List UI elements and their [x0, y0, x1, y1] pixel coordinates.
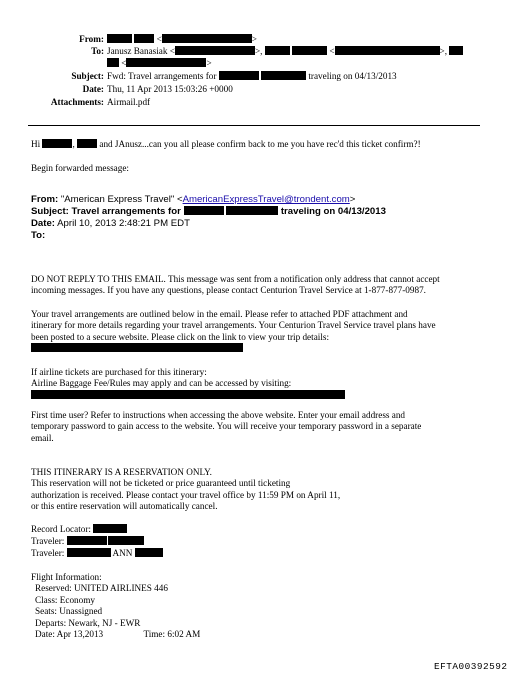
header-subject-value: Fwd: Travel arrangements for traveling on 04/13/2013	[107, 71, 397, 81]
record-locator-line: Record Locator:	[31, 524, 483, 535]
notice-paragraph: DO NOT REPLY TO THIS EMAIL. This message was sent from a notification only address that cannot accept incoming messages. If you have any questions, please contact Centurion Travel Service at 1-877-877-0987.	[31, 274, 440, 296]
redaction	[335, 46, 440, 55]
redaction	[292, 46, 327, 55]
arrangements-paragraph: Your travel arrangements are outlined below in the email. Please refer to attached PDF attachment and itinerary for more details regarding your travel arrangements. Your Centurion Travel Service travel plans have been posted to a secure website. Please click on the link to view your trip details:	[31, 309, 483, 355]
redaction	[126, 58, 206, 67]
header-divider	[28, 125, 480, 126]
flight-info-block	[31, 572, 483, 640]
fwd-from-line: From: "American Express Travel" <AmericanExpressTravel@trondent.com>	[31, 194, 356, 205]
greeting-line: Hi , and JAnusz...can you all please confirm back to me you have rec'd this ticket confirm?!	[31, 139, 421, 149]
redaction	[42, 139, 72, 148]
header-attachments-value[interactable]	[107, 97, 150, 108]
redaction	[135, 548, 163, 557]
header-date-value: Thu, 11 Apr 2013 15:03:26 +0000	[107, 84, 233, 94]
redaction	[77, 139, 97, 148]
document-id: EFTA00392592	[434, 661, 508, 672]
header-to-value-cont: < >	[107, 58, 212, 69]
flight-seats: Seats: Unassigned	[35, 606, 103, 617]
redaction	[261, 71, 306, 80]
first-time-user-paragraph: First time user? Refer to instructions when accessing the above website. Enter your email address and temporary password to gain access to the website. You will receive your temporary password in a separate email.	[31, 410, 422, 443]
header-subject-label: Subject:	[71, 71, 104, 81]
traveler-line-2: Traveler: ANN	[31, 548, 483, 559]
redaction	[226, 206, 278, 215]
fwd-from-email-link[interactable]: AmericanExpressTravel@trondent.com	[182, 194, 350, 205]
redaction	[67, 548, 111, 557]
airline-tickets-paragraph: If airline tickets are purchased for this itinerary: Airline Baggage Fee/Rules may apply and can be accessed by visiting:	[31, 367, 483, 401]
reservation-paragraph: THIS ITINERARY IS A RESERVATION ONLY. This reservation will not be ticketed or price guaranteed until ticketing authorization is received. Please contact your travel office by 11:59 PM on April 11, or this entire reservation will automatically cancel.	[31, 467, 341, 512]
redaction	[107, 34, 132, 43]
redaction	[108, 536, 144, 545]
redacted-trip-link[interactable]	[31, 343, 243, 352]
redaction	[175, 46, 255, 55]
header-from-label: From:	[79, 34, 104, 44]
redaction	[67, 536, 107, 545]
header-to-value: Janusz Banasiak < >, < >,	[107, 46, 463, 57]
flight-date: Date: Apr 13,2013	[35, 629, 104, 640]
traveler-line-1: Traveler:	[31, 536, 483, 547]
flight-departs: Departs: Newark, NJ - EWR	[35, 617, 141, 628]
redaction	[162, 34, 252, 43]
flight-heading: Flight Information:	[31, 572, 102, 582]
header-date-label: Date:	[82, 84, 104, 94]
fwd-subject-line: Subject: Travel arrangements for traveling on 04/13/2013	[31, 206, 386, 217]
header-from-value: < >	[107, 34, 257, 45]
attachment-link[interactable]: Airmail.pdf	[107, 97, 151, 107]
redaction	[449, 46, 463, 55]
forwarded-intro: Begin forwarded message:	[31, 163, 129, 173]
flight-time: Time: 6:02 AM	[143, 629, 201, 640]
redaction	[265, 46, 290, 55]
redaction	[134, 34, 154, 43]
redaction	[219, 71, 259, 80]
fwd-date-line: Date: April 10, 2013 2:48:21 PM EDT	[31, 218, 190, 229]
header-attachments-label: Attachments:	[50, 97, 104, 107]
flight-reserved: Reserved: UNITED AIRLINES 446	[35, 583, 168, 594]
redaction	[107, 58, 119, 67]
header-to-label: To:	[91, 46, 104, 56]
redaction	[184, 206, 224, 215]
flight-class: Class: Economy	[35, 594, 95, 605]
fwd-to-line: To:	[31, 230, 46, 241]
redacted-baggage-link[interactable]	[31, 390, 345, 399]
flight-date-time	[31, 629, 483, 640]
redaction	[93, 524, 127, 533]
